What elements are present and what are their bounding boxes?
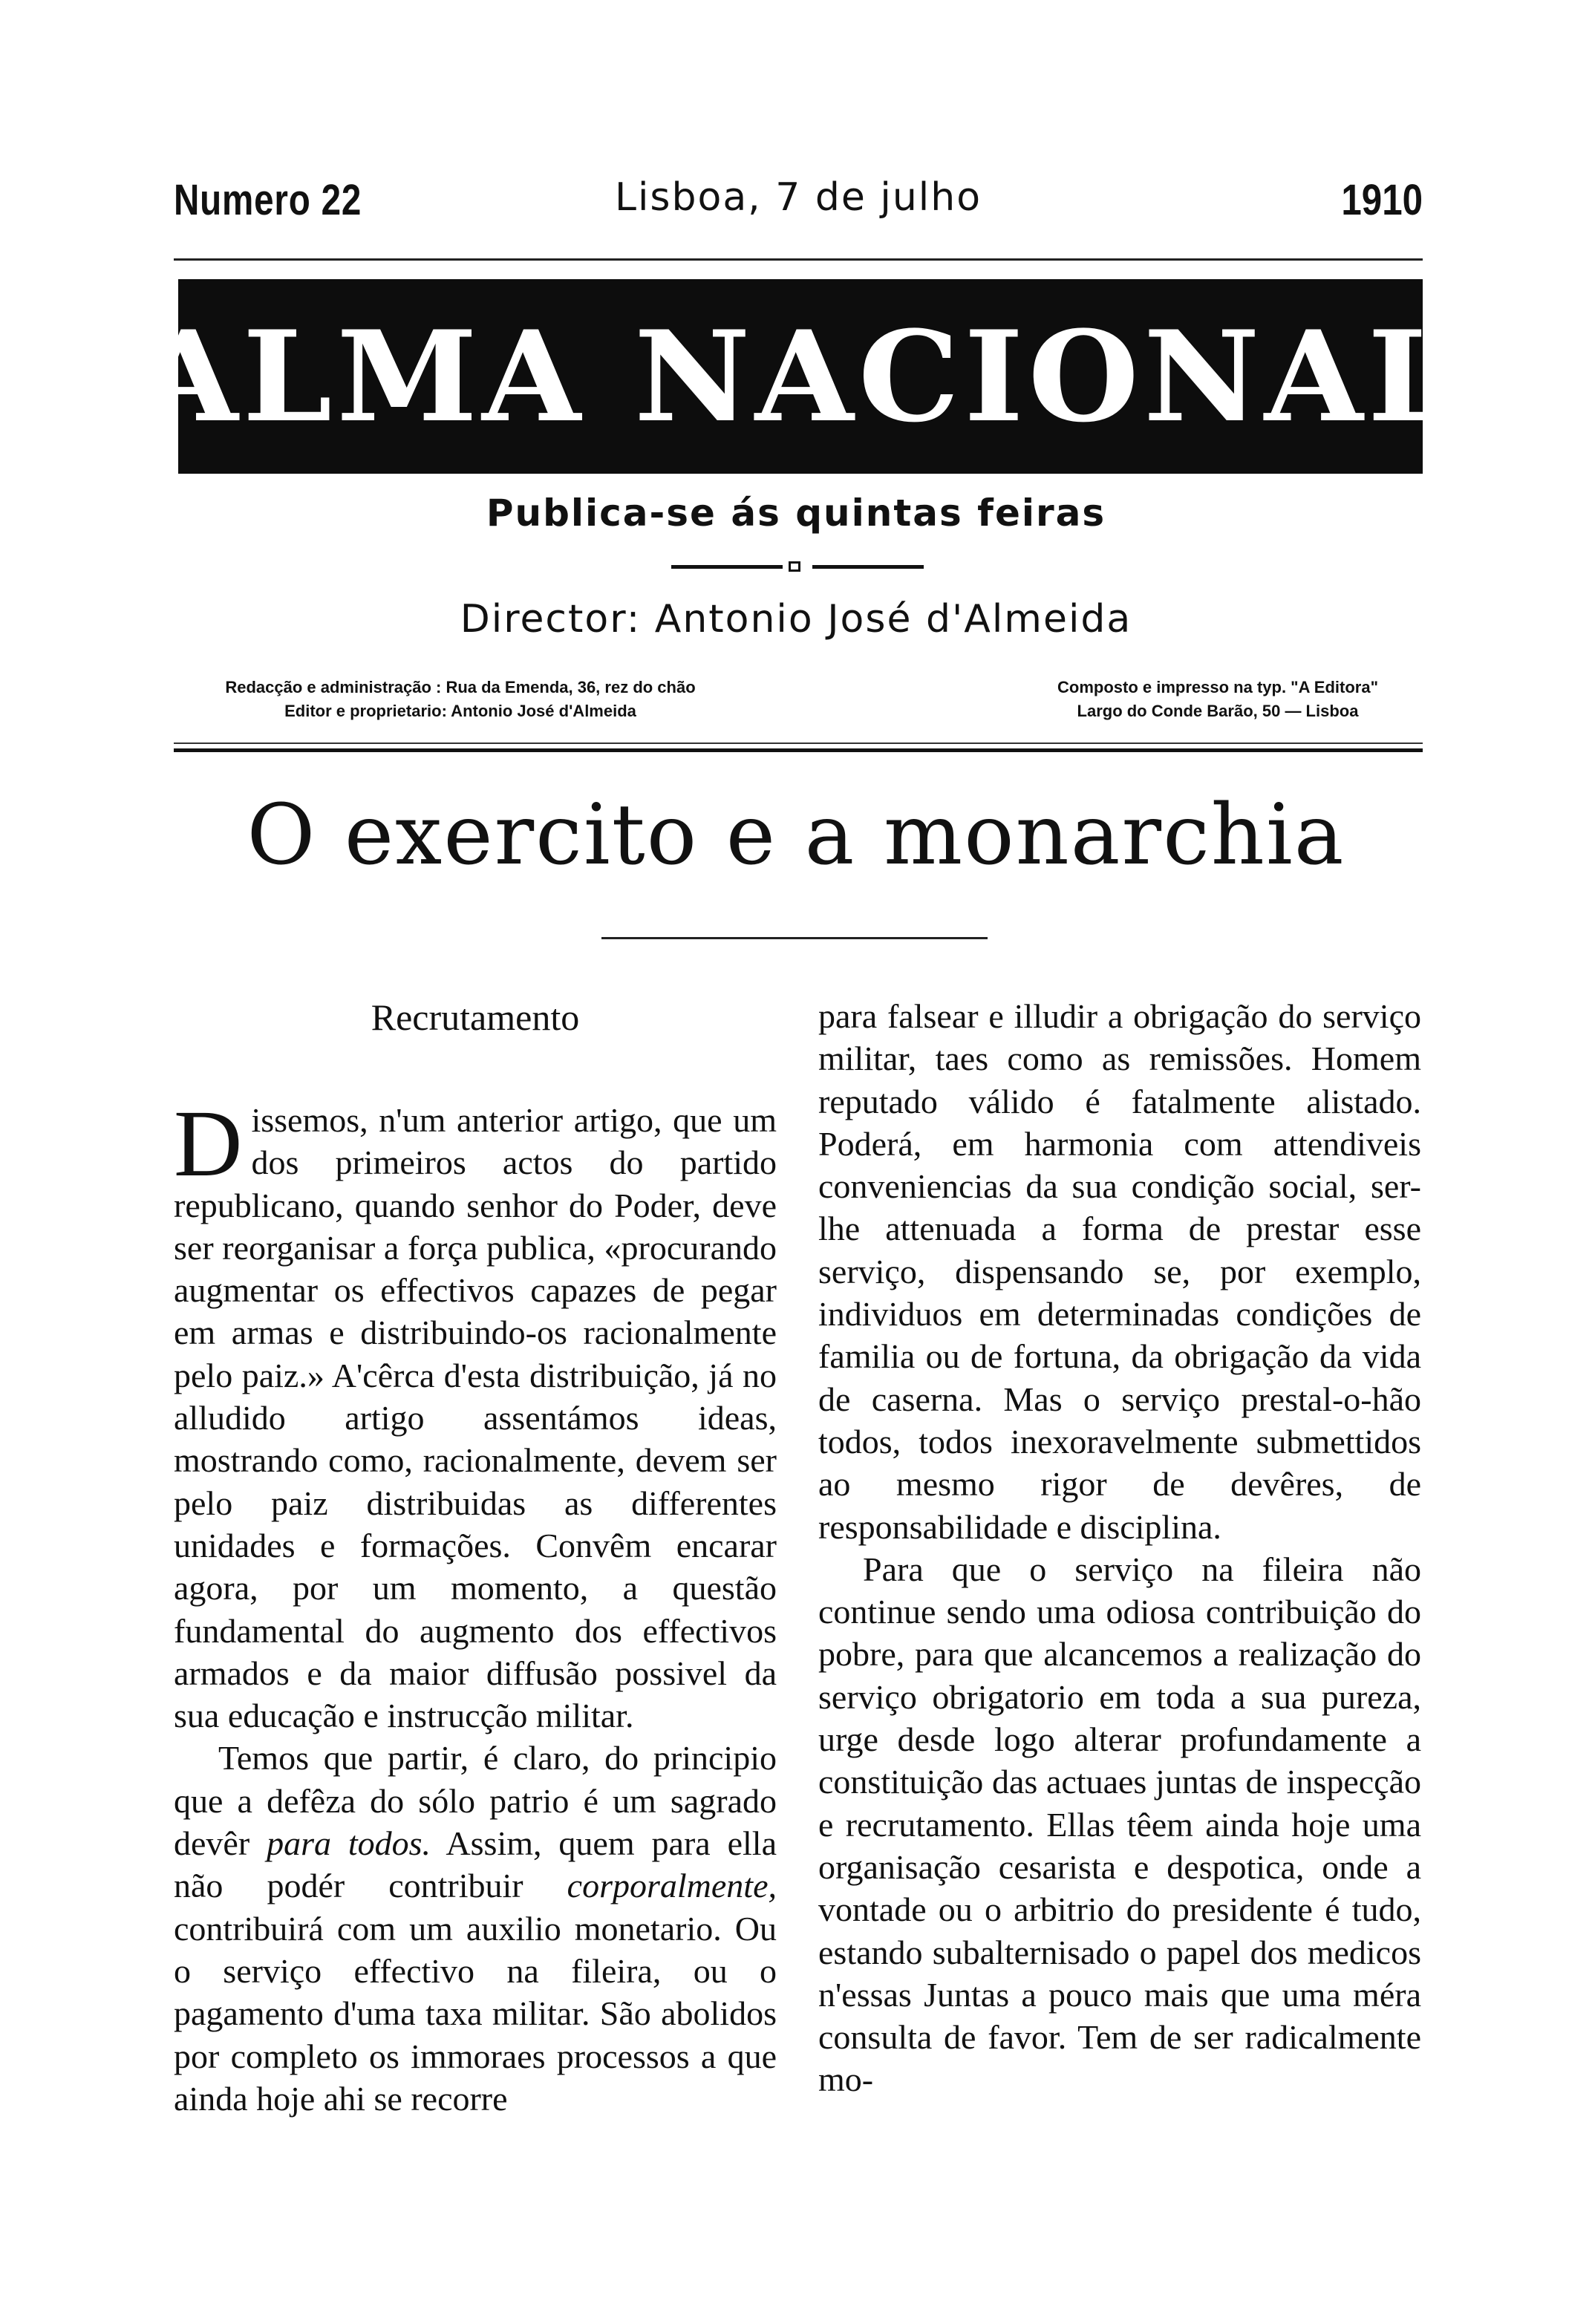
director-line: Director: Antonio José d'Almeida [460,597,1132,642]
drop-cap: D [174,1091,243,1196]
issue-number: Numero 22 [174,176,362,224]
paragraph: Para que o serviço na fileira não continue sendo uma odiosa contribuição do pobre, para que alcancemos a realização do serviço obrigatorio em toda a sua pureza, urge desde logo alterar profundamente a constituição das actuaes juntas de inspecção e recrutamento. Ellas têem ainda hoje uma organisação cesarista e despotica, onde a vontade ou o arbitrio do presidente é tudo, estando subalternisado o papel dos medicos n'essas Juntas a pouco mais que uma méra consulta de favor. Tem de ser radicalmente mo- [818,1550,1421,2099]
publication-frequency: Publica-se ás quintas feiras [486,492,1106,535]
masthead-title: ALMA NACIONAL [139,303,1462,450]
imprint-printer: Composto e impresso na typ. "A Editora" [1057,678,1378,696]
imprint-rule-thick [174,748,1423,752]
article-column-left [174,995,777,2120]
section-heading: Recrutamento [371,996,580,1038]
article-title: O exercito e a monarchia [247,787,1345,884]
issue-year: 1910 [1341,176,1423,224]
header-line [174,175,1423,257]
article-column-right [818,995,1421,2101]
imprint-right [1025,676,1411,723]
masthead-banner [139,279,1462,474]
paragraph: Dissemos, n'um anterior artigo, que um dos primeiros actos do partido republicano, quando senhor do Poder, deve ser reorganisar a força publica, «procurando augmentar os effectivos capazes de pegar em armas e distribuindo-os racionalmente pelo paiz.» A'cêrca d'esta distribuição, já no alludido artigo assentámos ideas, mostrando como, racionalmente, devem ser pelo paiz distribuidas as differentes unidades e formações. Convêm encarar agora, por um momento, a questão fundamental do augmento dos effectivos armados e da maior diffusão possivel da sua educação e instrucção militar. [174,1091,777,1735]
imprint-printer-address: Largo do Conde Barão, 50 — Lisboa [1077,702,1359,720]
header-rule [174,258,1423,261]
imprint-editor: Editor e proprietario: Antonio José d'Almeida [284,702,636,720]
paragraph: para falsear e illudir a obrigação do serviço militar, taes como as remissões. Homem reputado válido é fatalmente alistado. Poderá, em harmonia com attendiveis conveniencias da sua condição social, ser-lhe attenuada a forma de prestar esse serviço, dispensando se, por exemplo, individuos em determinadas condições de familia ou de fortuna, da obrigação da vida de caserna. Mas o serviço prestal-o-hão todos, todos inexoravelmente submettidos ao mesmo rigor de devêres, de responsabilidade e disciplina. [818,997,1421,1546]
ornament-divider [671,561,924,572]
title-rule [601,937,988,939]
imprint-address: Redacção e administração : Rua da Emenda, 36, rez do chão [225,678,696,696]
paragraph: Temos que partir, é claro, do principio que a defêza do sólo patrio é um sagrado devêr para todos. Assim, quem para ella não podér contribuir corporalmente, contribuirá com um auxilio monetario. Ou o serviço effectivo na fileira, ou o pagamento d'uma taxa militar. São abolidos por completo os immoraes processos a que ainda hoje ahi se recorre [174,1739,777,2118]
place-date: Lisboa, 7 de julho [614,175,982,220]
imprint-rule-thin [174,742,1423,744]
imprint-left [215,676,705,723]
